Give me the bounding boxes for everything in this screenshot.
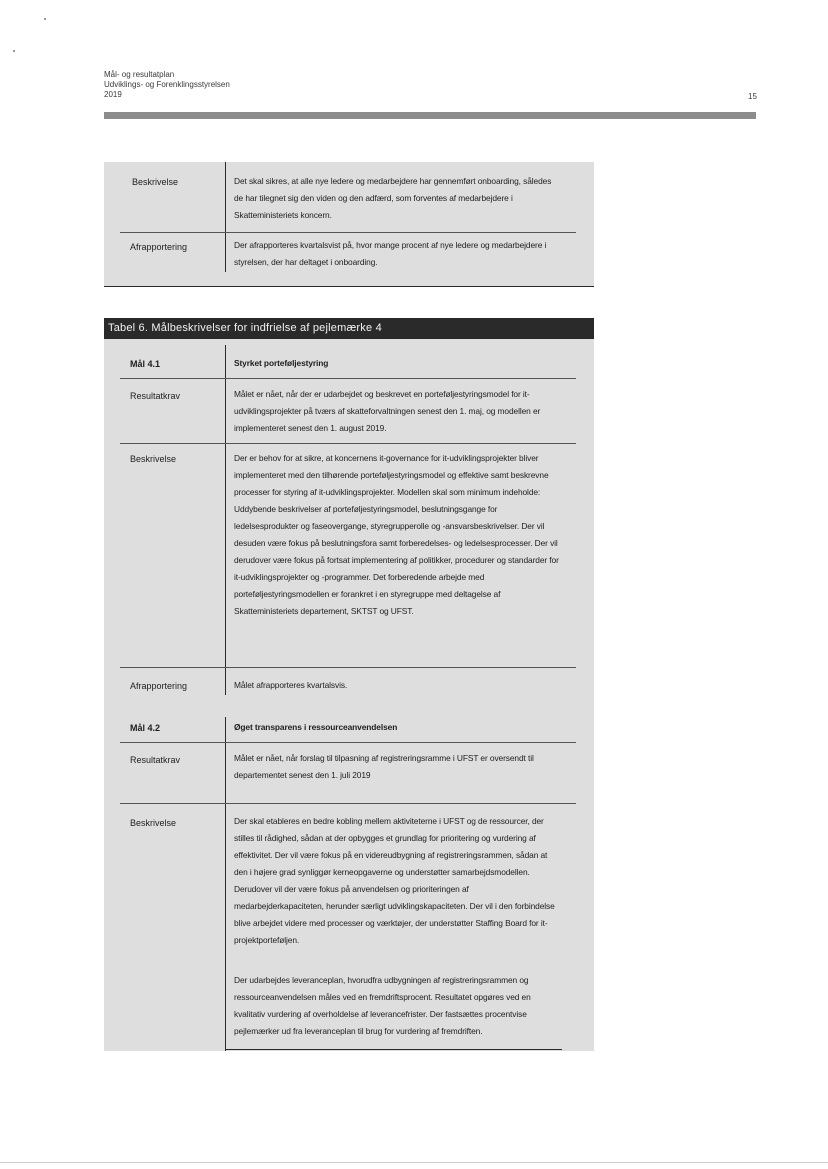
- table-2: [104, 339, 594, 1051]
- row-divider: [120, 667, 576, 668]
- beskrivelse-label-4-1: Beskrivelse: [130, 454, 177, 464]
- row-label-afrapportering: Afrapportering: [130, 242, 188, 252]
- row-divider: [120, 378, 576, 379]
- afrapportering-text-4-1: Målet afrapporteres kvartalsvis.: [234, 680, 348, 690]
- header-line-3: 2019: [104, 90, 122, 99]
- page-number: 15: [748, 92, 757, 101]
- row-text-afrapportering: Der afrapporteres kvartalsvist på, hvor mange procent af nye ledere og medarbejdere i styrelsen, der har deltaget i onboarding.: [234, 240, 547, 267]
- beskrivelse-text-4-2-paragraph-1: Der skal etableres en bedre kobling mellem aktiviteterne i UFST og de ressourcer, der stilles til rådighed, sådan at der opbygges et grundlag for prioritering og vurdering af effektivitet. Der vil være fokus på en videreudbygning af registreringsrammen, sådan at den i højere grad synliggør kerneopgaverne og understøtter samarbejdsmodellen. Derudover vil der være fokus på anvendelsen og prioriteringen af medarbejderkapaciteten, herunder særligt udviklingskapaciteten. Der vil i den forbindelse blive arbejdet videre med processer og værktøjer, der understøtter Staffing Board for it-projektporteføljen.: [234, 816, 555, 945]
- scan-bottom-edge: [0, 1162, 828, 1163]
- table-bottom-rule: [225, 1049, 562, 1050]
- column-divider: [225, 162, 226, 272]
- beskrivelse-label-4-2: Beskrivelse: [130, 818, 177, 828]
- header-line-1: Mål- og resultatplan: [104, 70, 175, 79]
- beskrivelse-text-4-1: Der er behov for at sikre, at koncernens it-governance for it-udviklingsprojekter bliver implementeret med den tilhørende porteføljestyringsmodel og effektive samt beskrevne processer for styring af it-udviklingsprojekter. Modellen skal som minimum indeholde: Uddybende beskrivelser af porteføljestyringsmodel, beslutningsgange for ledelsesprodukter og faseovergange, styregrupperolle og -ansvarsbeskrivelser. Der vil desuden være fokus på beslutningsfora samt forberedelses- og ledelsesprocesser. Der vil derudover være fokus på fortsat implementering af politikker, procedurer og standarder for it-udviklingsprojekter og -programmer. Det forberedende arbejde med porteføljestyringsmodellen er forankret i en styregruppe med deltagelse af Skatteministeriets departement, SKTST og UFST.: [234, 453, 559, 616]
- row-text-beskrivelse: Det skal sikres, at alle nye ledere og medarbejdere har gennemført onboarding, således de har tilegnet sig den viden og den adfærd, som forventes af medarbejdere i Skatteministeriets koncern.: [234, 176, 552, 220]
- scan-speck: [44, 18, 46, 20]
- row-label-beskrivelse: Beskrivelse: [132, 177, 179, 187]
- goal-label-4-1: Mål 4.1: [130, 359, 161, 369]
- header-line-2: Udviklings- og Forenklingsstyrelsen: [104, 80, 230, 89]
- column-divider: [225, 717, 226, 1051]
- resultatkrav-text-4-2: Målet er nået, når forslag til tilpasning af registreringsramme i UFST er oversendt til departementet senest den 1. juli 2019: [234, 753, 534, 780]
- goal-title-4-1: Styrket porteføljestyring: [234, 358, 329, 368]
- resultatkrav-label-4-1: Resultatkrav: [130, 391, 181, 401]
- resultatkrav-text-4-1: Målet er nået, når der er udarbejdet og beskrevet en porteføljestyringsmodel for it-udviklingsprojekter på tværs af skatteforvaltningen senest den 1. maj, og modellen er implementeret senest den 1. august 2019.: [234, 389, 541, 433]
- row-divider: [120, 232, 576, 233]
- scan-speck: [13, 50, 15, 52]
- row-divider: [120, 803, 576, 804]
- resultatkrav-label-4-2: Resultatkrav: [130, 755, 181, 765]
- header-divider-bar: [104, 112, 756, 119]
- afrapportering-label-4-1: Afrapportering: [130, 681, 188, 691]
- beskrivelse-text-4-2-paragraph-2: Der udarbejdes leveranceplan, hvorudfra udbygningen af registreringsrammen og ressourceanvendelsen måles ved en fremdriftsprocent. Resultatet opgøres ved en kvalitativ vurdering af overholdelse af leverancefrister. Der fastsættes procentvise pejlemærker ud fra leveranceplan til brug for vurdering af fremdriften.: [234, 975, 531, 1036]
- row-divider: [120, 742, 576, 743]
- goal-title-4-2: Øget transparens i ressourceanvendelsen: [234, 722, 398, 732]
- table-1: [104, 162, 594, 287]
- table-caption: Tabel 6. Målbeskrivelser for indfrielse af pejlemærke 4: [104, 318, 594, 339]
- row-divider: [120, 443, 576, 444]
- document-header: [104, 70, 230, 100]
- goal-label-4-2: Mål 4.2: [130, 723, 161, 733]
- column-divider: [225, 345, 226, 695]
